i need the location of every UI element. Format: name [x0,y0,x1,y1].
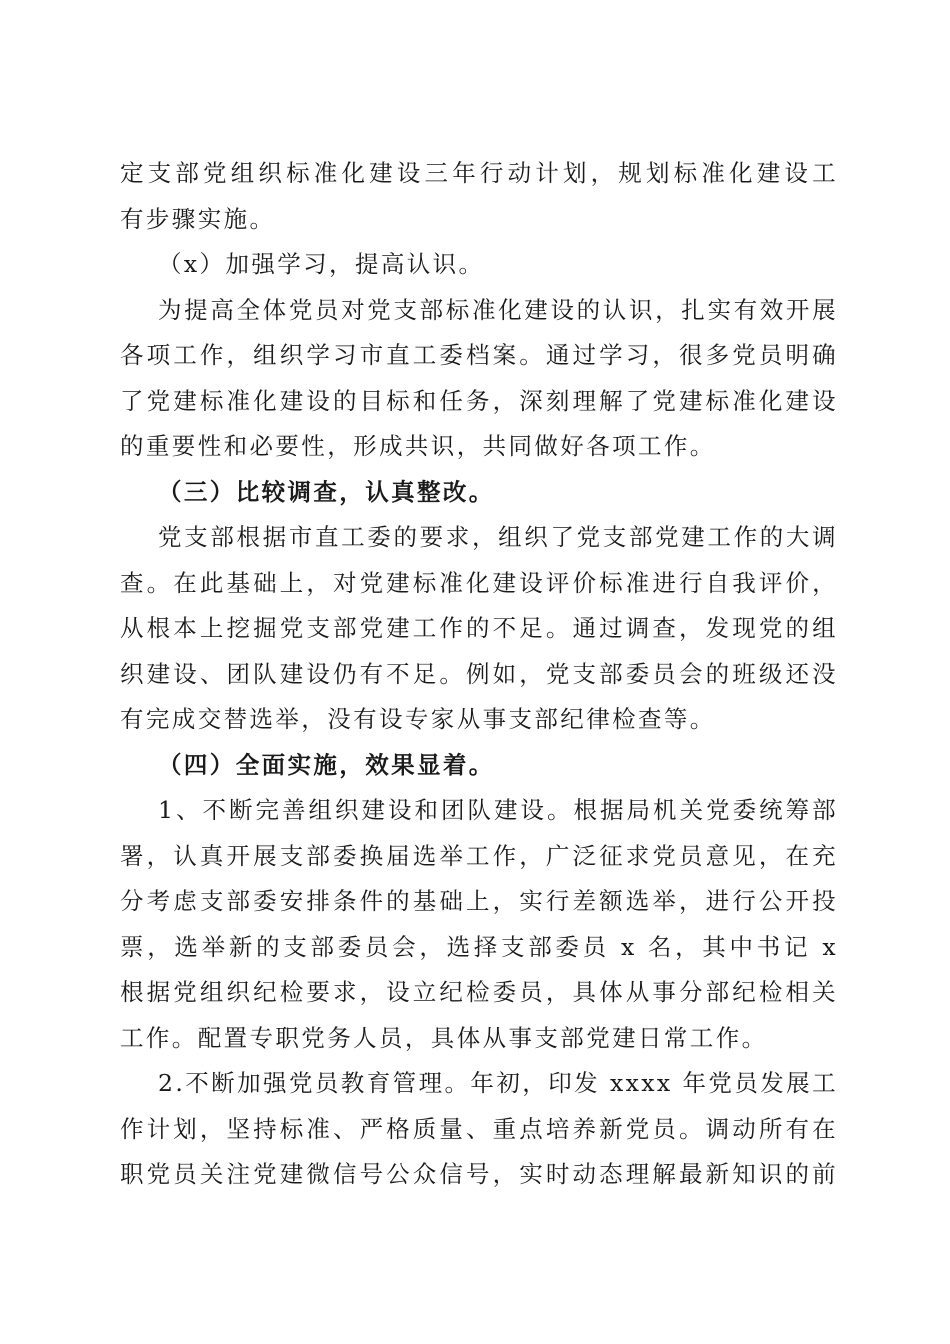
text-line: 职党员关注党建微信号公众信号，实时动态理解最新知识的前 [120,1160,838,1188]
text-line: 有步骤实施。 [120,204,276,233]
text-line: 的重要性和必要性，形成共识，共同做好各项工作。 [120,432,716,460]
text-line: 署，认真开展支部委换届选举工作，广泛征求党员意见，在充 [120,841,838,870]
section-heading: （四）全面实施，效果显着。 [158,750,495,779]
section-heading: （x）加强学习，提高认识。 [158,250,485,278]
text-line: 2.不断加强党员教育管理。年初，印发 xxxx 年党员发展工 [158,1069,838,1097]
text-line: 党支部根据市直工委的要求，组织了党支部党建工作的大调 [158,523,838,551]
text-line: 工作。配置专职党务人员，具体从事支部党建日常工作。 [120,1023,768,1052]
text-line: 分考虑支部委安排条件的基础上，实行差额选举，进行公开投 [120,887,838,915]
text-line: 各项工作，组织学习市直工委档案。通过学习，很多党员明确 [120,341,838,369]
text-line: 作计划，坚持标准、严格质量、重点培养新党员。调动所有在 [120,1114,838,1143]
text-line: 查。在此基础上，对党建标准化建设评价标准进行自我评价， [120,568,838,597]
text-line: 根据党组织纪检要求，设立纪检委员，具体从事分部纪检相关 [120,978,838,1006]
section-heading: （三）比较调查，认真整改。 [158,477,495,506]
text-line: 定支部党组织标准化建设三年行动计划，规划标准化建设工 [120,159,838,187]
text-line: 有完成交替选举，没有设专家从事支部纪律检查等。 [120,705,716,733]
text-line: 票，选举新的支部委员会，选择支部委员 x 名，其中书记 x [120,932,838,961]
text-line: 织建设、团队建设仍有不足。例如，党支部委员会的班级还没 [120,659,838,688]
text-line: 从根本上挖掘党支部党建工作的不足。通过调查，发现党的组 [120,614,838,642]
text-line: 为提高全体党员对党支部标准化建设的认识，扎实有效开展 [158,295,838,324]
text-line: 1、不断完善组织建设和团队建设。根据局机关党委统筹部 [158,796,838,824]
document-body [120,151,838,1198]
text-line: 了党建标准化建设的目标和任务，深刻理解了党建标准化建设 [120,386,838,415]
